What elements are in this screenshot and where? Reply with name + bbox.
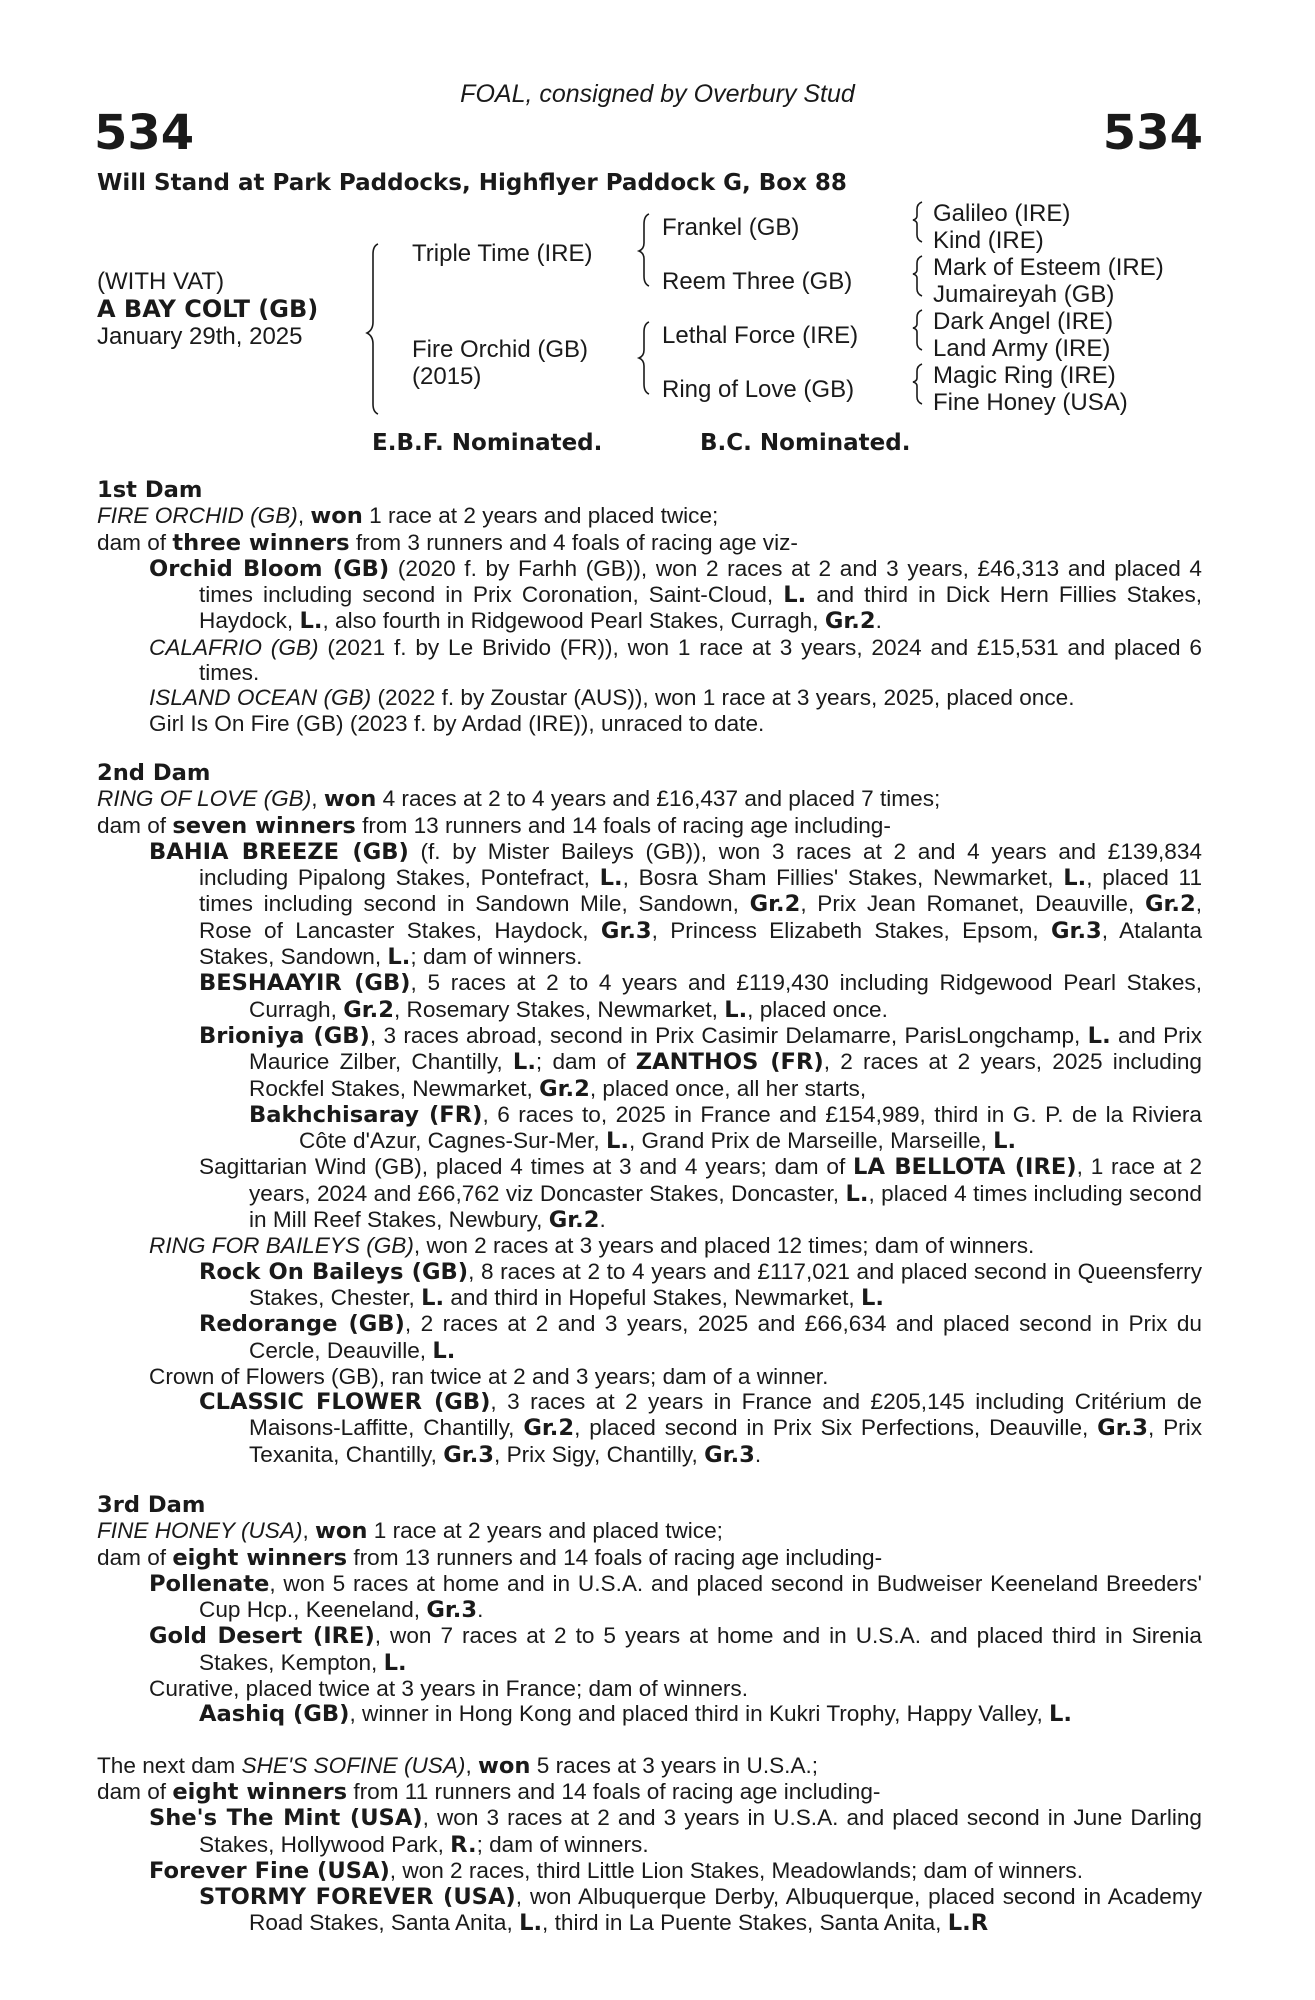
- third-dam-name: FINE HONEY (USA): [97, 1518, 303, 1544]
- third-dam-record: FINE HONEY (USA), won 1 race at 2 years and placed twice;: [97, 1518, 723, 1545]
- grand-3: Mark of Esteem (IRE): [933, 254, 1164, 281]
- horse-name: LA BELLOTA (IRE): [853, 1154, 1077, 1181]
- second-dam-record: RING OF LOVE (GB), won 4 races at 2 to 4 years and £16,437 and placed 7 times;: [97, 786, 941, 813]
- horse-name: CLASSIC FLOWER (GB): [199, 1389, 491, 1416]
- race-record: , Prix Sigy, Chantilly,: [494, 1441, 698, 1467]
- listed-marker: L.: [605, 1128, 629, 1155]
- produce-shes-the-mint: [97, 1805, 1202, 1858]
- group-marker: Gr.3: [600, 917, 652, 944]
- race-record: 1 race at 2 years and placed twice;: [373, 1518, 723, 1544]
- grand-6: Land Army (IRE): [933, 335, 1111, 362]
- grand-7: Magic Ring (IRE): [933, 362, 1116, 389]
- produce-curative: Curative, placed twice at 3 years in France; dam of winners.: [149, 1676, 748, 1702]
- race-record: and Prix Maurice Zilber, Chantilly,: [249, 1022, 1203, 1075]
- horse-name: BESHAAYIR (GB): [199, 970, 411, 997]
- first-dam-race-record: 1 race at 2 years and placed twice;: [369, 503, 719, 529]
- race-record: , Prix Texanita, Chantilly,: [249, 1415, 1203, 1467]
- bc-nominated: B.C. Nominated.: [700, 430, 911, 456]
- dam-of-label: dam of: [97, 529, 167, 555]
- group-marker: Gr.2: [548, 1207, 600, 1234]
- produce-gold-desert: [97, 1623, 1202, 1676]
- first-dam-record: FIRE ORCHID (GB), won 1 race at 2 years and placed twice;: [97, 503, 719, 530]
- group-marker: Gr.2: [343, 996, 394, 1023]
- fourth-dam-name: SHE'S SOFINE (USA): [241, 1752, 466, 1778]
- horse-name: Orchid Bloom (GB): [149, 555, 390, 582]
- stand-location: Will Stand at Park Paddocks, Highflyer Paddock G, Box 88: [97, 170, 847, 196]
- produce-stormy-forever: [97, 1884, 1202, 1937]
- winners-count: eight winners: [172, 1778, 348, 1805]
- listed-marker: L.: [599, 865, 623, 892]
- brace-g1: [913, 202, 922, 242]
- listed-marker: L.: [845, 1180, 869, 1207]
- fourth-dam-record: The next dam SHE'S SOFINE (USA), won 5 races at 3 years in U.S.A.;: [97, 1752, 819, 1779]
- subject-dob: January 29th, 2025: [97, 323, 303, 350]
- group-marker: Gr.2: [749, 891, 801, 918]
- race-record: , Prix Jean Romanet, Deauville,: [800, 891, 1135, 917]
- grand-2: Kind (IRE): [933, 227, 1044, 254]
- second-dam-name: RING OF LOVE (GB): [97, 786, 312, 812]
- listed-marker: L.: [383, 1649, 407, 1676]
- listed-marker: L.: [993, 1128, 1017, 1155]
- race-record: , Grand Prix de Marseille, Marseille,: [628, 1128, 987, 1154]
- brace-g3: [913, 310, 922, 350]
- horse-name: Pollenate: [149, 1570, 270, 1597]
- horse-name: Brioniya (GB): [199, 1022, 370, 1049]
- vat-label: (WITH VAT): [97, 268, 225, 295]
- produce-redorange: [97, 1311, 1202, 1364]
- race-record: (2021 f. by Le Brivido (FR)), won 1 race at 3 years, 2024 and £15,531 and placed 6 times.: [199, 634, 1203, 686]
- produce-island-ocean: [97, 685, 1202, 710]
- produce-aashiq: [97, 1701, 1202, 1727]
- race-record: , third in La Puente Stakes, Santa Anita,: [542, 1910, 942, 1936]
- horse-name: She's The Mint (USA): [149, 1805, 423, 1832]
- sire-sire: Frankel (GB): [662, 214, 800, 241]
- group-marker: Gr.3: [426, 1597, 478, 1624]
- group-marker: Gr.3: [704, 1441, 755, 1468]
- race-record: , won 7 races at 2 to 5 years at home and in U.S.A. and placed third in Sirenia Stakes, Kempton,: [199, 1623, 1202, 1675]
- grand-5: Dark Angel (IRE): [933, 308, 1114, 335]
- won-label: won: [478, 1752, 531, 1779]
- brace-sire: [639, 214, 649, 286]
- grand-4: Jumaireyah (GB): [933, 281, 1115, 308]
- race-record: , 3 races abroad, second in Prix Casimir Delamarre, ParisLongchamp,: [369, 1022, 1081, 1048]
- won-label: won: [310, 503, 363, 530]
- sire-dam: Reem Three (GB): [662, 268, 853, 295]
- dam-of-label: dam of: [97, 1544, 167, 1570]
- subject-name: A BAY COLT (GB): [97, 295, 319, 323]
- race-record: , 3 races at 2 years in France and £205,145 including Critérium de Maisons-Laffitte, Chantilly,: [249, 1389, 1202, 1441]
- next-dam-label: The next dam: [97, 1752, 236, 1778]
- race-record: , placed 4 times including second in Mill Reef Stakes, Newbury,: [249, 1180, 1202, 1233]
- restricted-marker: R.: [450, 1831, 477, 1858]
- produce-details: from 13 runners and 14 foals of racing age including-: [362, 812, 891, 838]
- race-record: , Princess Elizabeth Stakes, Epsom,: [651, 917, 1039, 943]
- first-dam-name: FIRE ORCHID (GB): [97, 503, 298, 529]
- race-record: , also fourth in Ridgewood Pearl Stakes, Curragh,: [322, 608, 819, 634]
- race-record: and third in Dick Hern Fillies Stakes, Haydock,: [199, 582, 1203, 634]
- punct: .: [875, 608, 882, 634]
- fourth-dam-produce-summary: [97, 1779, 1202, 1805]
- consignment-line: FOAL, consigned by Overbury Stud: [460, 80, 855, 108]
- produce-orchid-bloom: [97, 556, 1202, 635]
- listed-marker: L.: [1049, 1701, 1072, 1728]
- dam-of-label: dam of: [97, 1778, 167, 1804]
- dam: Fire Orchid (GB): [412, 336, 589, 363]
- listed-marker: L.R: [947, 1910, 989, 1937]
- produce-forever-fine: [97, 1858, 1202, 1884]
- lot-number-right: 534: [1102, 105, 1203, 161]
- race-record: , 1 race at 2 years, 2024 and £66,762 viz Doncaster Stakes, Doncaster,: [249, 1154, 1203, 1206]
- race-record: (f. by Mister Baileys (GB)), won 3 races at 2 and 4 years and £139,834 including Pipalong Stakes, Pontefract,: [199, 838, 1202, 891]
- race-record: ; dam of winners.: [410, 944, 583, 970]
- horse-name: Redorange (GB): [199, 1311, 405, 1338]
- produce-girl-is-on-fire: Girl Is On Fire (GB) (2023 f. by Ardad (IRE)), unraced to date.: [149, 710, 765, 736]
- race-record: , Rose of Lancaster Stakes, Haydock,: [199, 891, 1202, 943]
- dam-year: (2015): [412, 363, 482, 390]
- won-label: won: [323, 786, 377, 813]
- race-record: , 5 races at 2 to 4 years and £119,430 including Ridgewood Pearl Stakes, Curragh,: [249, 970, 1202, 1022]
- third-dam-heading: 3rd Dam: [97, 1491, 206, 1518]
- grand-1: Galileo (IRE): [933, 200, 1071, 227]
- race-record: , 2 races at 2 and 3 years, 2025 and £66,634 and placed second in Prix du Cercle, Deauville,: [249, 1311, 1202, 1363]
- winners-count: eight winners: [172, 1544, 348, 1571]
- race-record: , placed once.: [747, 996, 888, 1022]
- produce-bahia-breeze: [97, 839, 1202, 970]
- race-record: 5 races at 3 years in U.S.A.;: [536, 1752, 819, 1778]
- second-dam-produce-summary: [97, 813, 1202, 839]
- race-record: , 8 races at 2 to 4 years and £117,021 and placed second in Queensferry Stakes, Chester,: [249, 1258, 1202, 1310]
- dam-of-label: dam of: [97, 812, 167, 838]
- lot-number-left: 534: [94, 105, 195, 161]
- produce-classic-flower: [97, 1389, 1202, 1468]
- punct: .: [477, 1597, 484, 1623]
- race-record: , Atalanta Stakes, Sandown,: [199, 917, 1203, 970]
- listed-marker: L.: [432, 1337, 456, 1364]
- brace-dam: [639, 322, 649, 394]
- grand-8: Fine Honey (USA): [933, 389, 1128, 416]
- brace-g4: [913, 364, 922, 404]
- listed-marker: L.: [1087, 1022, 1111, 1049]
- listed-marker: L.: [1063, 865, 1087, 892]
- produce-crown-of-flowers: Crown of Flowers (GB), ran twice at 2 and 3 years; dam of a winner.: [149, 1363, 829, 1389]
- horse-name: Rock On Baileys (GB): [199, 1258, 469, 1285]
- race-record: ; dam of winners.: [476, 1831, 649, 1857]
- race-record: , won Albuquerque Derby, Albuquerque, placed second in Academy Road Stakes, Santa Anita,: [249, 1884, 1202, 1936]
- horse-name: RING FOR BAILEYS (GB): [149, 1233, 414, 1259]
- produce-brioniya: [97, 1023, 1202, 1102]
- race-record: , won 3 races at 2 and 3 years in U.S.A. and placed second in June Darling Stakes, Hollywood Park,: [199, 1805, 1202, 1857]
- dam-dam: Ring of Love (GB): [662, 376, 855, 403]
- listed-marker: L.: [860, 1284, 884, 1311]
- listed-marker: L.: [519, 1910, 543, 1937]
- horse-name: CALAFRIO (GB): [149, 634, 319, 660]
- horse-name: ZANTHOS (FR): [635, 1049, 824, 1076]
- group-marker: Gr.2: [1144, 891, 1196, 918]
- race-record: , 2 races at 2 years, 2025 including Rockfel Stakes, Newmarket,: [249, 1049, 1202, 1101]
- won-label: won: [315, 1518, 368, 1545]
- brace-g2: [913, 256, 922, 296]
- horse-name: BAHIA BREEZE (GB): [149, 838, 409, 865]
- horse-name: Gold Desert (IRE): [149, 1623, 375, 1650]
- listed-marker: L.: [783, 582, 807, 609]
- race-record: , placed 11 times including second in Sandown Mile, Sandown,: [199, 865, 1203, 917]
- punct: .: [599, 1207, 606, 1233]
- horse-name: Aashiq (GB): [199, 1701, 350, 1728]
- second-dam-heading: 2nd Dam: [97, 759, 211, 786]
- produce-sagittarian-wind: [97, 1154, 1202, 1233]
- brace-subject: [367, 244, 378, 414]
- horse-name: ISLAND OCEAN (GB): [149, 685, 372, 711]
- catalogue-body: [97, 478, 1202, 1937]
- race-record: , winner in Hong Kong and placed third in Kukri Trophy, Happy Valley,: [349, 1701, 1043, 1727]
- race-record: , won 5 races at home and in U.S.A. and placed second in Budweiser Keeneland Breeders' Cup Hcp., Keeneland,: [199, 1570, 1202, 1623]
- listed-marker: L.: [512, 1049, 536, 1076]
- produce-details: from 11 runners and 14 foals of racing age including-: [353, 1778, 881, 1804]
- race-record: , placed second in Prix Six Perfections, Deauville,: [574, 1415, 1089, 1441]
- race-record: and third in Hopeful Stakes, Newmarket,: [450, 1284, 855, 1310]
- sire: Triple Time (IRE): [412, 240, 593, 267]
- race-record: 4 races at 2 to 4 years and £16,437 and placed 7 times;: [382, 786, 941, 812]
- ebf-nominated: E.B.F. Nominated.: [372, 430, 603, 456]
- race-record: , Bosra Sham Fillies' Stakes, Newmarket,: [622, 865, 1054, 891]
- listed-marker: L.: [299, 608, 323, 635]
- produce-calafrio: [97, 635, 1202, 686]
- race-record: (2020 f. by Farhh (GB)), won 2 races at 2 and 3 years, £46,313 and placed 4 times including second in Prix Coronation, Saint-Cloud,: [199, 555, 1202, 608]
- group-marker: Gr.2: [523, 1415, 575, 1442]
- race-record: , 6 races to, 2025 in France and £154,989, third in G. P. de la Riviera Côte d'Azur, Cagnes-Sur-Mer,: [299, 1101, 1202, 1154]
- horse-name: STORMY FOREVER (USA): [199, 1884, 516, 1911]
- listed-marker: L.: [421, 1284, 445, 1311]
- dam-sire: Lethal Force (IRE): [662, 322, 859, 349]
- produce-details: from 13 runners and 14 foals of racing age including-: [353, 1544, 883, 1570]
- first-dam-produce-summary: [97, 530, 1202, 556]
- race-record: , won 2 races, third Little Lion Stakes, Meadowlands; dam of winners.: [389, 1857, 1084, 1883]
- winners-count: three winners: [172, 529, 350, 556]
- first-dam-heading: 1st Dam: [97, 477, 203, 503]
- punct: .: [754, 1441, 762, 1467]
- listed-marker: L.: [387, 944, 411, 971]
- horse-name: Forever Fine (USA): [149, 1857, 390, 1884]
- produce-ring-for-baileys: [97, 1233, 1202, 1258]
- race-record: , won 2 races at 3 years and placed 12 times; dam of winners.: [413, 1233, 1035, 1259]
- third-dam-produce-summary: [97, 1545, 1202, 1571]
- listed-marker: L.: [724, 996, 748, 1023]
- produce-rock-on-baileys: [97, 1259, 1202, 1312]
- winners-count: seven winners: [172, 812, 356, 839]
- race-record: (2022 f. by Zoustar (AUS)), won 1 race at 3 years, 2025, placed once.: [377, 685, 1075, 711]
- race-record: , Rosemary Stakes, Newmarket,: [393, 996, 718, 1022]
- group-marker: Gr.3: [1097, 1415, 1148, 1442]
- group-marker: Gr.2: [824, 608, 876, 635]
- group-marker: Gr.2: [539, 1075, 590, 1102]
- race-record: Sagittarian Wind (GB), placed 4 times at 3 and 4 years; dam of: [199, 1154, 846, 1180]
- horse-name: Bakhchisaray (FR): [249, 1101, 483, 1128]
- race-record: , placed once, all her starts,: [589, 1075, 867, 1101]
- produce-beshaayir: [97, 970, 1202, 1023]
- produce-details: from 3 runners and 4 foals of racing age viz-: [355, 529, 798, 555]
- race-record: ; dam of: [535, 1049, 626, 1075]
- group-marker: Gr.3: [443, 1441, 495, 1468]
- group-marker: Gr.3: [1050, 917, 1102, 944]
- produce-bakhchisaray: [97, 1102, 1202, 1155]
- produce-pollenate: [97, 1571, 1202, 1624]
